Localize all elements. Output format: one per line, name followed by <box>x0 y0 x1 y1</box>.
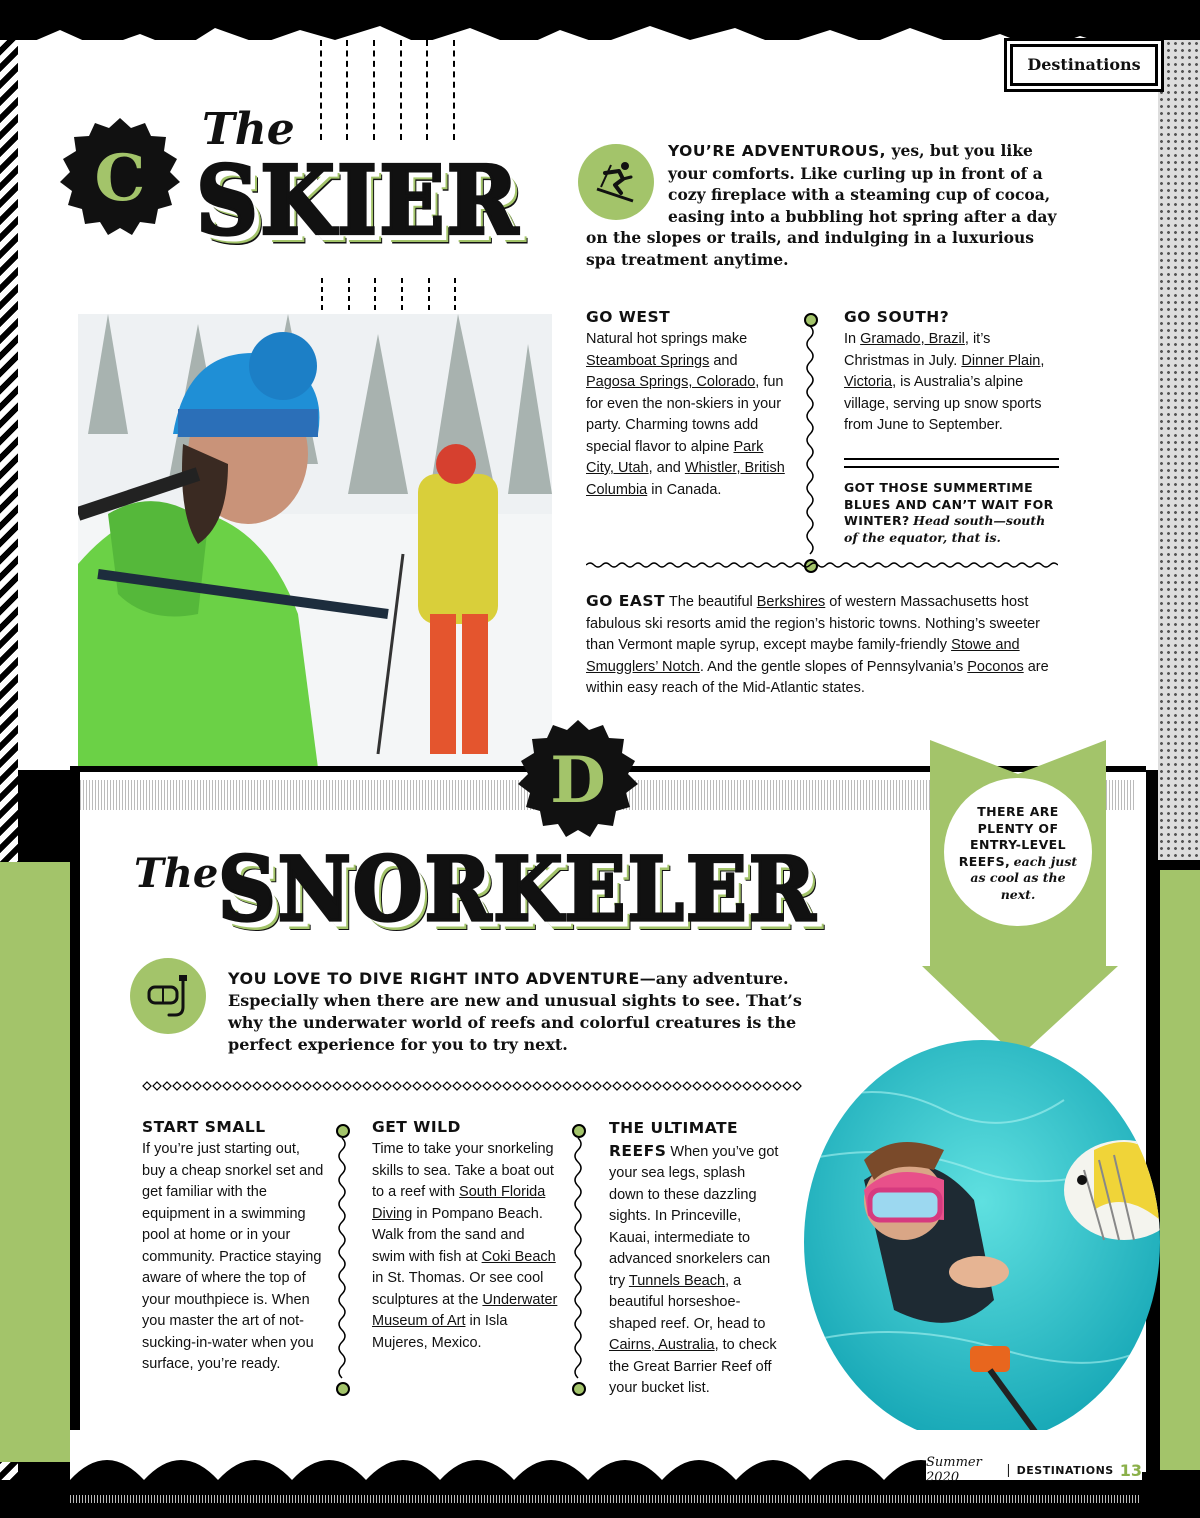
footer-issue: Summer 2020 <box>926 1455 982 1485</box>
go-east-text-3: . And the gentle slopes of Pennsylvania’s <box>699 658 968 675</box>
link-coki-beach[interactable]: Coki Beach <box>481 1248 556 1265</box>
reefs-callout-lead: THERE ARE PLENTY OF ENTRY-LEVEL REEFS, <box>958 804 1066 869</box>
link-steamboat-springs[interactable]: Steamboat Springs <box>586 352 710 369</box>
snorkeler-title: SNORKELER <box>218 837 818 941</box>
column-knob-1-top <box>336 1124 350 1138</box>
skier-title-the: The <box>202 104 295 155</box>
snorkel-mask-icon <box>145 973 191 1019</box>
column-divider-2 <box>570 1138 586 1384</box>
skier-intro-lead: YOU’RE ADVENTUROUS, <box>668 142 887 160</box>
link-underwater-museum[interactable]: Underwater Museum of Art <box>372 1291 558 1329</box>
link-berkshires[interactable]: Berkshires <box>756 594 826 610</box>
get-wild-section <box>372 1118 560 1354</box>
link-gramado[interactable]: Gramado, Brazil <box>860 331 965 347</box>
link-tunnels-beach[interactable]: Tunnels Beach <box>628 1272 726 1289</box>
skier-title: SKIER <box>196 145 521 257</box>
go-south-text-3: , is Australia’s alpine village, serving up snow sports from June to September. <box>844 374 1042 433</box>
start-small-heading: START SMALL <box>142 1118 266 1136</box>
page-footer <box>926 1455 1142 1485</box>
ultimate-reefs-text-1: When you’ve got your sea legs, splash down to these dazzling sights. In Princeville, Kauai, intermediate to advanced snorkelers can try <box>609 1143 779 1289</box>
diamond-rule <box>142 1080 802 1092</box>
get-wild-heading: GET WILD <box>372 1118 461 1136</box>
bottom-hatch <box>70 1495 1140 1503</box>
snorkeler-intro-lead: YOU LOVE TO DIVE RIGHT INTO ADVENTURE <box>228 969 640 988</box>
get-wild-text-2: in Pompano Beach. Walk from the sand and swim with fish at <box>372 1205 543 1265</box>
skier-intro <box>586 140 1061 270</box>
ultimate-reefs-heading: THE ULTIMATE REEFS <box>609 1119 739 1160</box>
go-east-text-2: of western Massachusetts host fabulous ski resorts amid the region’s historic towns. Nothing’s sweeter than Vermont maple syrup, except maybe family-friendly <box>586 594 1041 653</box>
go-south-heading: GO SOUTH? <box>844 308 950 326</box>
column-divider-1 <box>334 1138 350 1384</box>
go-west-heading: GO WEST <box>586 308 671 326</box>
column-knob-2-bottom <box>572 1382 586 1396</box>
badge-d-letter: D <box>550 742 606 818</box>
callout-text: Head south—south of the equator, that is. <box>844 513 1046 545</box>
link-pagosa-springs[interactable]: Pagosa Springs, Colorado <box>586 374 756 390</box>
column-knob-1-bottom <box>336 1382 350 1396</box>
snorkeler-intro-text: —any adventure. Especially when there are new and unusual sights to see. That’s why the underwater world of reefs and colorful creatures is the perfect experience for you to try next. <box>228 969 802 1054</box>
link-south-florida-diving[interactable]: South Florida Diving <box>372 1184 546 1222</box>
link-poconos[interactable]: Poconos <box>967 658 1024 675</box>
summertime-callout <box>844 480 1059 546</box>
right-dot-pattern <box>1158 40 1200 860</box>
get-wild-body <box>372 1139 560 1354</box>
link-dinner-plain[interactable]: Dinner Plain, Victoria <box>844 352 1045 390</box>
page-number: 13 <box>1119 1460 1142 1480</box>
ultimate-reefs-text-3: , to check the Great Barrier Reef off your bucket list. <box>609 1337 777 1396</box>
badge-c <box>60 118 180 238</box>
get-wild-text-1: Time to take your snorkeling skills to sea. Take a boat out to a reef with <box>372 1141 554 1200</box>
section-tab: Destinations <box>1010 44 1158 86</box>
link-cairns[interactable]: Cairns, Australia <box>609 1337 715 1353</box>
column-divider-squiggle <box>802 326 818 558</box>
go-south-text-2: , it’s Christmas in July. <box>844 331 991 369</box>
link-park-city[interactable]: Park City, Utah <box>586 438 764 476</box>
column-knob-top <box>804 313 818 327</box>
link-stowe-smugglers-notch[interactable]: Stowe and Smugglers’ Notch <box>586 637 1020 675</box>
snorkel-icon-badge <box>130 958 206 1034</box>
footer-magazine: DESTINATIONS <box>1016 1463 1114 1477</box>
dashed-lines-top <box>320 40 470 140</box>
go-west-body <box>586 329 786 501</box>
right-green-band <box>1160 870 1200 1470</box>
snorkel-photo <box>804 1040 1160 1444</box>
go-west-text-3: , fun for even the non-skiers in your party. Charming towns add special flavor to alpine <box>586 374 784 455</box>
ultimate-reefs-section <box>609 1118 781 1400</box>
go-west-text-4: , and <box>648 460 685 476</box>
ultimate-reefs-text-2: , a beautiful horseshoe-shaped reef. Or, head to <box>609 1272 766 1332</box>
ultimate-reefs-body <box>609 1118 781 1400</box>
go-east-text-4: are within easy reach of the Mid-Atlantic states. <box>586 658 1049 696</box>
go-west-text-1: Natural hot springs make <box>586 331 748 347</box>
skier-intro-text: yes, but you like your comforts. Like curling up in front of a cozy fireplace with a steaming cup of cocoa, easing into a bubbling hot spring after a day on the slopes or trails, and indulging in a luxurious spa treatment anytime. <box>586 141 1057 269</box>
wavy-rule-skier <box>586 559 1058 571</box>
start-small-section <box>142 1118 324 1376</box>
callout-lead: GOT THOSE SUMMERTIME BLUES AND CAN’T WAIT FOR WINTER? <box>844 480 1054 528</box>
go-south-text-1: In <box>844 331 861 347</box>
reefs-callout-text: each just as cool as the next. <box>970 853 1078 902</box>
get-wild-text-4: in Isla Mujeres, Mexico. <box>372 1313 508 1351</box>
go-east-text-1: The beautiful <box>665 594 757 610</box>
column-knob-2-top <box>572 1124 586 1138</box>
badge-c-letter: C <box>94 140 146 216</box>
go-south-body <box>844 329 1059 437</box>
snorkeler-intro <box>228 968 818 1056</box>
badge-d <box>518 720 638 840</box>
go-east-heading: GO EAST <box>586 592 666 610</box>
go-east-section <box>586 591 1062 700</box>
go-south-section <box>844 308 1059 437</box>
go-west-text-5: in Canada. <box>647 481 722 498</box>
start-small-body: If you’re just starting out, buy a cheap snorkel set and get familiar with the equipment in a swimming pool at home or in your community. Practice staying aware of where the top of your mouthpiece is. When you master the art of not-sucking-in-water when you surface, you’re ready. <box>142 1141 324 1372</box>
callout-rule <box>844 458 1059 468</box>
link-whistler[interactable]: Whistler, British Columbia <box>586 460 785 498</box>
go-west-section <box>586 308 786 501</box>
footer-separator: | <box>1006 1462 1011 1478</box>
reefs-callout <box>958 804 1078 903</box>
left-green-band <box>0 862 70 1462</box>
skier-photo <box>78 314 552 768</box>
get-wild-text-3: in St. Thomas. Or see cool sculptures at the <box>372 1270 544 1308</box>
go-west-text-2: and <box>709 352 738 369</box>
snorkeler-title-the: The <box>134 850 219 897</box>
